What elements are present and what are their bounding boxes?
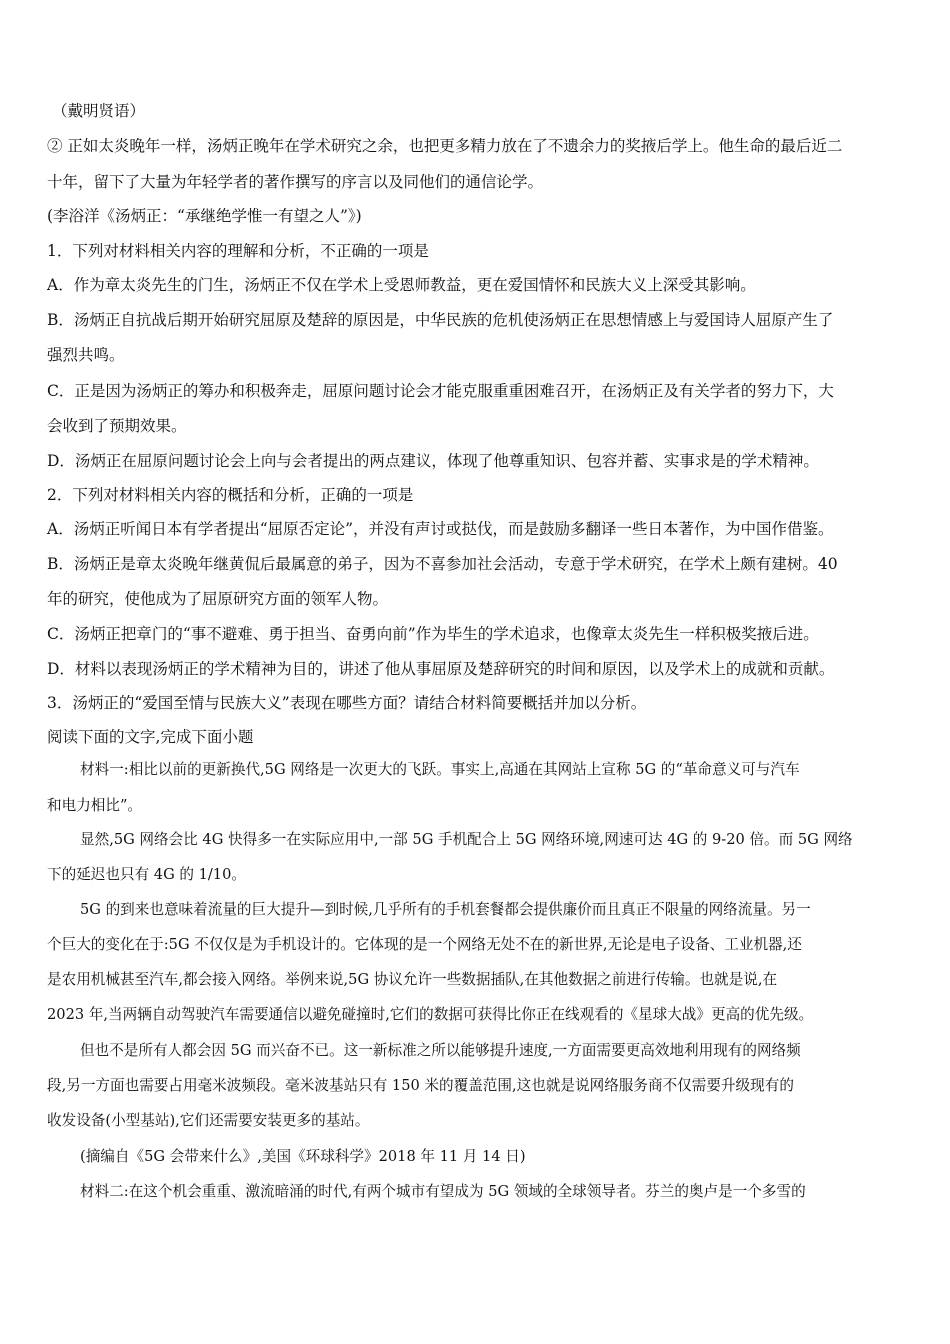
source-attribution: (李浴洋《汤炳正：“承继绝学惟一有望之人”》): [47, 207, 362, 225]
paragraph-line: 显然,5G 网络会比 4G 快得多一在实际应用中,一部 5G 手机配合上 5G 网络环境,网速可达 4G 的 9-20 倍。而 5G 网络: [80, 831, 853, 848]
option-b-cont: 年的研究，使他成为了屈原研究方面的领军人物。: [47, 590, 389, 608]
option-b-cont: 强烈共鸣。: [47, 346, 125, 364]
section-intro: 阅读下面的文字,完成下面小题: [47, 728, 254, 746]
option-b: B．汤炳正是章太炎晚年继黄侃后最属意的弟子，因为不喜参加社会活动，专意于学术研究，在学术上颇有建树。40: [47, 555, 838, 573]
question-stem: 3．汤炳正的“爱国至情与民族大义”表现在哪些方面？请结合材料简要概括并加以分析。: [47, 694, 647, 712]
paragraph-line: 十年，留下了大量为年轻学者的著作撰写的序言以及同他们的通信论学。: [47, 173, 544, 191]
option-c: C．汤炳正把章门的“事不避难、勇于担当、奋勇向前”作为毕生的学术追求，也像章太炎先生一样积极奖掖后进。: [47, 625, 819, 643]
option-a: A．汤炳正听闻日本有学者提出“屈原否定论”，并没有声讨或挞伐，而是鼓励多翻译一些日本著作，为中国作借鉴。: [47, 520, 834, 538]
paragraph-line: 下的延迟也只有 4G 的 1/10。: [47, 866, 246, 883]
source-attribution: （戴明贤语）: [52, 102, 146, 120]
option-c-cont: 会收到了预期效果。: [47, 417, 187, 435]
paragraph-line: 2023 年,当两辆自动驾驶汽车需要通信以避免碰撞时,它们的数据可获得比你正在线观看的《星球大战》更高的优先级。: [47, 1006, 814, 1023]
paragraph-line: 材料一:相比以前的更新换代,5G 网络是一次更大的飞跃。事实上,高通在其网站上宣称 5G 的“革命意义可与汽车: [80, 761, 800, 778]
option-d: D．汤炳正在屈原问题讨论会上向与会者提出的两点建议，体现了他尊重知识、包容并蓄、实事求是的学术精神。: [47, 452, 819, 470]
paragraph-line: 是农用机械甚至汽车,都会接入网络。举例来说,5G 协议允许一些数据插队,在其他数据之前进行传输。也就是说,在: [47, 971, 778, 988]
option-a: A．作为章太炎先生的门生，汤炳正不仅在学术上受恩师教益，更在爱国情怀和民族大义上深受其影响。: [47, 276, 756, 294]
paragraph-line: 5G 的到来也意味着流量的巨大提升—到时候,几乎所有的手机套餐都会提供廉价而且真正不限量的网络流量。另一: [80, 901, 811, 918]
option-d: D．材料以表现汤炳正的学术精神为目的，讲述了他从事屈原及楚辞研究的时间和原因，以及学术上的成就和贡献。: [47, 660, 835, 678]
option-b: B．汤炳正自抗战后期开始研究屈原及楚辞的原因是，中华民族的危机使汤炳正在思想情感上与爱国诗人屈原产生了: [47, 311, 834, 329]
paragraph-line: 收发设备(小型基站),它们还需要安装更多的基站。: [47, 1112, 370, 1129]
paragraph-line: 但也不是所有人都会因 5G 而兴奋不已。这一新标准之所以能够提升速度,一方面需要更高效地利用现有的网络频: [80, 1042, 801, 1059]
question-stem: 1．下列对材料相关内容的理解和分析，不正确的一项是: [47, 242, 429, 260]
option-c: C．正是因为汤炳正的筹办和积极奔走，屈原问题讨论会才能克服重重困难召开，在汤炳正及有关学者的努力下，大: [47, 382, 834, 400]
source-attribution: (摘编自《5G 会带来什么》,美国《环球科学》2018 年 11 月 14 日): [80, 1148, 526, 1165]
question-stem: 2．下列对材料相关内容的概括和分析，正确的一项是: [47, 486, 414, 504]
paragraph-line: 个巨大的变化在于:5G 不仅仅是为手机设计的。它体现的是一个网络无处不在的新世界,无论是电子设备、工业机器,还: [47, 936, 802, 953]
paragraph-line: 段,另一方面也需要占用毫米波频段。毫米波基站只有 150 米的覆盖范围,这也就是说网络服务商不仅需要升级现有的: [47, 1077, 794, 1094]
paragraph-line: ② 正如太炎晚年一样，汤炳正晚年在学术研究之余，也把更多精力放在了不遗余力的奖掖后学上。他生命的最后近二: [47, 137, 843, 155]
paragraph-line: 和电力相比”。: [47, 797, 143, 814]
paragraph-line: 材料二:在这个机会重重、激流暗涌的时代,有两个城市有望成为 5G 领域的全球领导者。芬兰的奥卢是一个多雪的: [80, 1183, 806, 1200]
